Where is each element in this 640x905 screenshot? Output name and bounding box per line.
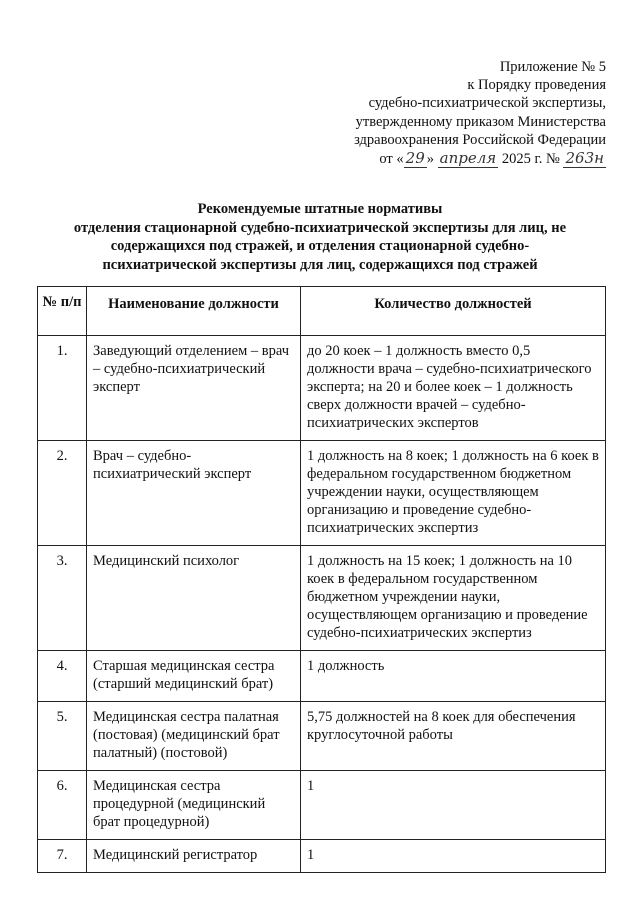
date-mid: »	[426, 151, 434, 168]
row-position-name: Медицинская сестра палатная (постовая) (медицинский брат палатный) (постовой)	[87, 702, 301, 771]
appendix-line-2: к Порядку проведения	[467, 77, 606, 94]
appendix-number: Приложение № 5	[499, 59, 606, 75]
title-line-2: отделения стационарной судебно-психиатрической экспертизы для лиц, не	[73, 219, 567, 236]
staffing-table	[37, 286, 606, 873]
row-position-count: 1 должность	[301, 651, 606, 702]
order-number-handwritten: 263н	[565, 149, 604, 168]
row-number: 1.	[38, 336, 87, 441]
row-number: 4.	[38, 651, 87, 702]
appendix-line-5: здравоохранения Российской Федерации	[354, 131, 606, 148]
appendix-line-4: утвержденному приказом Министерства	[355, 113, 606, 130]
header-number: № п/п	[38, 287, 87, 336]
row-position-name: Медицинская сестра процедурной (медицинский брат процедурной)	[87, 771, 301, 840]
row-number: 7.	[38, 840, 87, 873]
table-header-row	[38, 287, 606, 336]
title-line-1: Рекомендуемые штатные нормативы	[197, 201, 443, 217]
document-title	[30, 200, 610, 274]
row-position-count: до 20 коек – 1 должность вместо 0,5 должности врача – судебно-психиатрического эксперта; на 20 и более коек – 1 должность сверх должности врачей – судебно-психиатрических экспертов	[301, 336, 606, 441]
row-position-name: Медицинский регистратор	[87, 840, 301, 873]
appendix-header	[296, 58, 606, 168]
date-prefix: от «	[379, 151, 404, 168]
date-day-handwritten: 29	[405, 149, 425, 168]
table-row	[38, 336, 606, 441]
header-position-count: Количество должностей	[301, 287, 606, 336]
row-number: 6.	[38, 771, 87, 840]
row-number: 3.	[38, 546, 87, 651]
row-position-count: 1	[301, 771, 606, 840]
table-row	[38, 771, 606, 840]
row-position-name: Врач – судебно-психиатрический эксперт	[87, 441, 301, 546]
row-position-count: 1	[301, 840, 606, 873]
row-number: 5.	[38, 702, 87, 771]
table-row	[38, 441, 606, 546]
row-position-count: 5,75 должностей на 8 коек для обеспечения круглосуточной работы	[301, 702, 606, 771]
row-number: 2.	[38, 441, 87, 546]
table-row	[38, 546, 606, 651]
header-position-name: Наименование должности	[87, 287, 301, 336]
row-position-count: 1 должность на 8 коек; 1 должность на 6 коек в федеральном государственном бюджетном учреждении науки, осуществляющем организацию и проведение судебно-психиатрических экспертиз	[301, 441, 606, 546]
row-position-count: 1 должность на 15 коек; 1 должность на 10 коек в федеральном государственном бюджетном учреждении науки, осуществляющем организацию и проведение судебно-психиатрических экспертиз	[301, 546, 606, 651]
date-month-handwritten: апреля	[439, 149, 497, 168]
row-position-name: Старшая медицинская сестра (старший медицинский брат)	[87, 651, 301, 702]
row-position-name: Медицинский психолог	[87, 546, 301, 651]
table-row	[38, 651, 606, 702]
title-line-3: содержащихся под стражей, и отделения стационарной судебно-	[110, 238, 530, 254]
date-year: 2025 г. №	[501, 151, 560, 168]
title-line-4: психиатрической экспертизы для лиц, содержащихся под стражей	[102, 256, 538, 273]
appendix-line-3: судебно-психиатрической экспертизы,	[368, 95, 606, 112]
table-row	[38, 702, 606, 771]
appendix-date-line	[296, 149, 606, 168]
table-row	[38, 840, 606, 873]
row-position-name: Заведующий отделением – врач – судебно-психиатрический эксперт	[87, 336, 301, 441]
